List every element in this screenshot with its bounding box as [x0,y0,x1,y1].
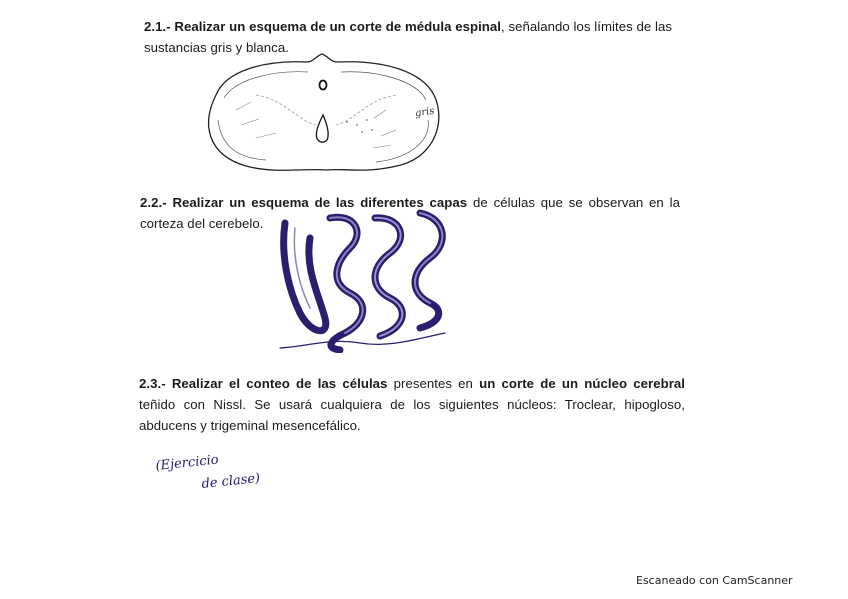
question-text: de células que se observan en la corteza del cerebelo. [140,195,680,231]
scanner-footer: Escaneado con CamScanner [636,574,793,587]
question-text: , señalando los límites de las sustancias gris y blanca. [144,19,672,55]
question-text: presentes en [387,376,480,391]
question-number: 2.2.- [140,195,167,210]
spinal-cord-sketch-icon [196,50,446,175]
question-2-3 [139,373,685,436]
note-line-2: de clase) [200,470,261,492]
question-bold-text: Realizar un esquema de un corte de médula espinal [174,19,502,34]
note-line-1: (Ejercicio [154,452,220,474]
question-number: 2.1.- [144,19,171,34]
cerebellum-sketch-icon [270,198,460,353]
question-number: 2.3.- [139,376,166,391]
question-bold-text: Realizar un esquema de las diferentes capas [172,195,468,210]
question-bold-text: un corte de un núcleo cerebral [479,376,686,391]
question-bold-text: Realizar el conteo de las células [171,376,388,391]
drawing-label: gris [414,105,436,120]
handwritten-note [150,450,290,500]
question-text: teñido con Nissl. Se usará cualquiera de los siguientes núcleos: Troclear, hipogloso, abducens y trigeminal mesencefálico. [139,397,685,433]
